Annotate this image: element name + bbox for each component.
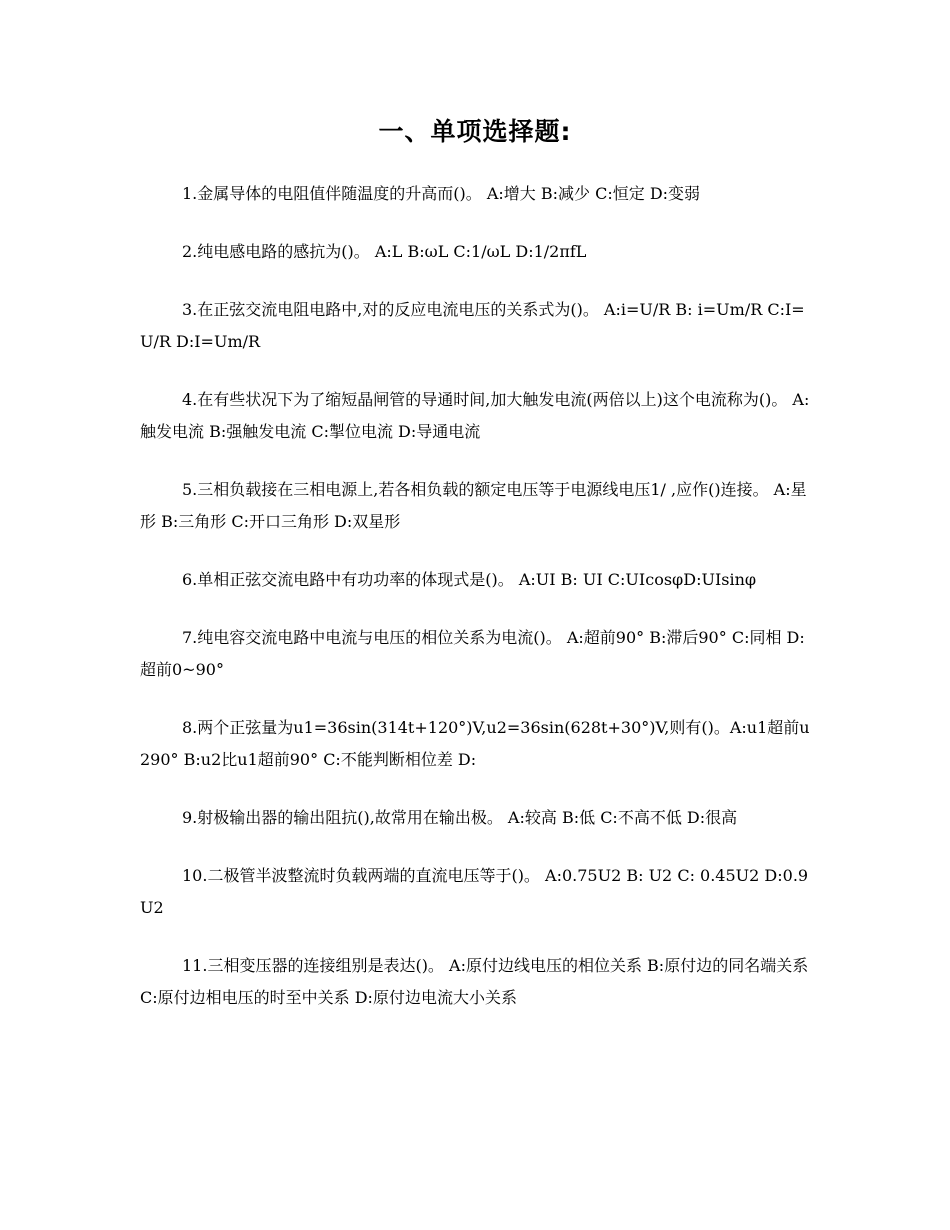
question-8: 8.两个正弦量为u1=36sin(314t+120°)V,u2=36sin(628t+30°)V,则有()。A:u1超前u290° B:u2比u1超前90° C:不能判断相位差 D: xyxy=(140,718,810,769)
question-list xyxy=(140,178,812,1040)
question-10: 10.二极管半波整流时负载两端的直流电压等于()。 A:0.75U2 B: U2 C: 0.45U2 D:0.9U2 xyxy=(140,866,809,917)
question-4: 4.在有些状况下为了缩短晶闸管的导通时间,加大触发电流(两倍以上)这个电流称为()。 A:触发电流 B:强触发电流 C:掣位电流 D:导通电流 xyxy=(140,390,810,441)
question-9: 9.射极输出器的输出阻抗(),故常用在输出极。 A:较高 B:低 C:不高不低 D:很高 xyxy=(182,808,738,827)
section-title: 一、单项选择题: xyxy=(378,117,572,146)
question-1: 1.金属导体的电阻值伴随温度的升高而()。 A:增大 B:减少 C:恒定 D:变弱 xyxy=(182,184,701,203)
question-3: 3.在正弦交流电阻电路中,对的反应电流电压的关系式为()。 A:i=U/R B: i=Um/R C:I=U/R D:I=Um/R xyxy=(140,300,805,351)
question-11: 11.三相变压器的连接组别是表达()。 A:原付边线电压的相位关系 B:原付边的同名端关系 C:原付边相电压的时至中关系 D:原付边电流大小关系 xyxy=(140,956,809,1007)
question-6: 6.单相正弦交流电路中有功功率的体现式是()。 A:UI B: UI C:UIcosφD:UIsinφ xyxy=(182,570,757,589)
question-5: 5.三相负载接在三相电源上,若各相负载的额定电压等于电源线电压1/ ,应作()连接。 A:星形 B:三角形 C:开口三角形 D:双星形 xyxy=(140,480,807,531)
question-7: 7.纯电容交流电路中电流与电压的相位关系为电流()。 A:超前90° B:滞后90° C:同相 D:超前0~90° xyxy=(140,628,805,679)
question-2: 2.纯电感电路的感抗为()。 A:L B:ωL C:1/ωL D:1/2πfL xyxy=(182,242,587,261)
